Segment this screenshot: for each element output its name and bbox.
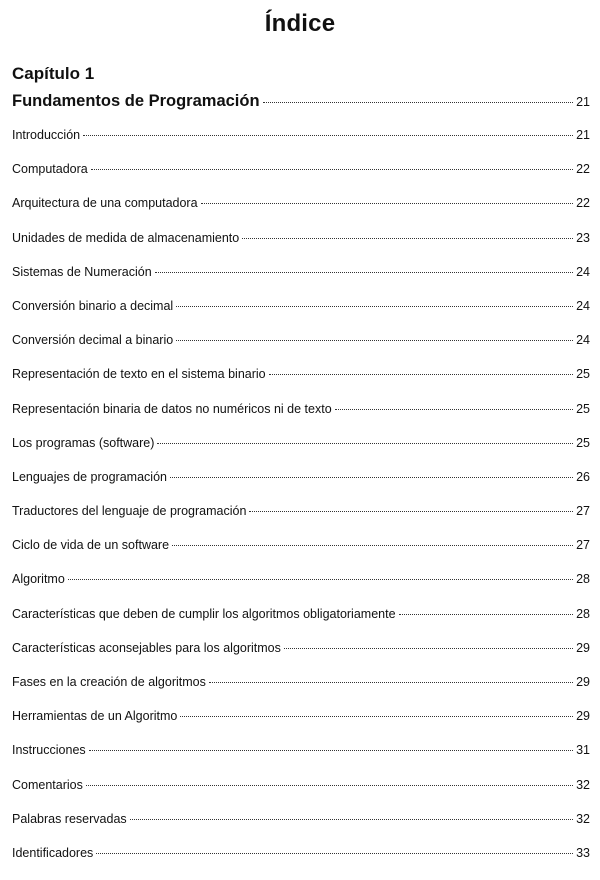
toc-entry-page: 29 — [576, 709, 590, 724]
dot-leader — [284, 648, 573, 649]
toc-entry-label: Conversión binario a decimal — [12, 298, 174, 313]
toc-entry-page: 26 — [576, 469, 590, 484]
toc-entry-page: 28 — [576, 572, 590, 587]
toc-entry[interactable] — [12, 436, 590, 470]
toc-entry[interactable] — [12, 812, 590, 846]
toc-entry-label: Algoritmo — [12, 572, 65, 587]
toc-entry-page: 25 — [576, 367, 590, 382]
toc-entry[interactable] — [12, 128, 590, 162]
toc-entry[interactable] — [12, 265, 590, 299]
dot-leader — [209, 682, 573, 683]
toc-entry-label: Herramientas de un Algoritmo — [12, 709, 178, 724]
toc-entry-label: Representación binaria de datos no numéricos ni de texto — [12, 401, 332, 416]
dot-leader — [180, 716, 573, 717]
toc-entry-label: Instrucciones — [12, 743, 86, 758]
toc-entry-label: Características aconsejables para los algoritmos — [12, 640, 281, 655]
toc-entry-label: Unidades de medida de almacenamiento — [12, 230, 240, 245]
dot-leader — [399, 614, 574, 615]
dot-leader — [170, 477, 573, 478]
toc-entry[interactable] — [12, 504, 590, 538]
toc-entry-page: 31 — [576, 743, 590, 758]
dot-leader — [96, 853, 573, 854]
toc-entry[interactable] — [12, 162, 590, 196]
dot-leader — [176, 306, 573, 307]
dot-leader — [335, 409, 573, 410]
toc-entry[interactable] — [12, 641, 590, 675]
toc-entry-label: Traductores del lenguaje de programación — [12, 504, 247, 519]
toc-entry-label: Introducción — [12, 128, 81, 142]
dot-leader — [269, 374, 573, 375]
toc-entry-label: Sistemas de Numeración — [12, 264, 152, 279]
toc-entry[interactable] — [12, 333, 590, 367]
toc-entry-page: 25 — [576, 435, 590, 450]
toc-entry-label: Identificadores — [12, 845, 94, 860]
toc-entry[interactable] — [12, 778, 590, 812]
dot-leader — [155, 272, 573, 273]
toc-entry-page: 27 — [576, 504, 590, 519]
toc-entry-page: 33 — [576, 845, 590, 860]
toc-entry-label: Computadora — [12, 162, 88, 177]
toc-entry-page: 28 — [576, 606, 590, 621]
toc-entry[interactable] — [12, 709, 590, 743]
toc-entry-label: Fundamentos de Programación — [12, 92, 260, 110]
dot-leader — [263, 102, 574, 103]
toc-entry-label: Representación de texto en el sistema binario — [12, 367, 266, 382]
toc-entry-label: Palabras reservadas — [12, 811, 127, 826]
toc-entry[interactable] — [12, 196, 590, 230]
dot-leader — [83, 135, 573, 136]
dot-leader — [68, 579, 573, 580]
toc-entry-page: 22 — [576, 196, 590, 211]
dot-leader — [249, 511, 573, 512]
toc-entry-label: Lenguajes de programación — [12, 469, 167, 484]
toc-entry[interactable] — [12, 743, 590, 777]
toc-entry-label: Ciclo de vida de un software — [12, 538, 170, 553]
toc-entry-page: 25 — [576, 401, 590, 416]
toc-entry[interactable] — [12, 367, 590, 401]
toc-entry[interactable] — [12, 402, 590, 436]
dot-leader — [242, 238, 573, 239]
toc-entry-label: Características que deben de cumplir los algoritmos obligatoriamente — [12, 606, 396, 621]
dot-leader — [157, 443, 573, 444]
toc-entry[interactable] — [12, 675, 590, 709]
toc-entry-page: 21 — [576, 95, 590, 109]
toc-entry[interactable] — [12, 470, 590, 504]
toc-entry[interactable] — [12, 231, 590, 265]
toc-entry-page: 24 — [576, 298, 590, 313]
toc-entry-page: 32 — [576, 811, 590, 826]
toc-entry[interactable] — [12, 299, 590, 333]
dot-leader — [172, 545, 573, 546]
table-of-contents — [12, 92, 590, 880]
toc-entry-label: Comentarios — [12, 777, 83, 792]
toc-entry-label: Los programas (software) — [12, 435, 155, 450]
dot-leader — [89, 750, 573, 751]
toc-main-entry[interactable] — [12, 92, 590, 128]
toc-entry-page: 32 — [576, 777, 590, 792]
toc-entry-label: Conversión decimal a binario — [12, 333, 174, 348]
toc-entry-page: 29 — [576, 675, 590, 689]
toc-entry[interactable] — [12, 572, 590, 606]
dot-leader — [130, 819, 573, 820]
toc-entry-page: 23 — [576, 230, 590, 245]
toc-entry-label: Arquitectura de una computadora — [12, 196, 198, 211]
toc-entry[interactable] — [12, 538, 590, 572]
chapter-heading: Capítulo 1 — [12, 64, 95, 83]
toc-entry-page: 24 — [576, 264, 590, 279]
page-title: Índice — [264, 10, 336, 37]
toc-entry[interactable] — [12, 607, 590, 641]
toc-entry-label: Fases en la creación de algoritmos — [12, 675, 206, 689]
toc-entry-page: 21 — [576, 128, 590, 142]
toc-entry-page: 22 — [576, 162, 590, 177]
dot-leader — [86, 785, 573, 786]
dot-leader — [91, 169, 573, 170]
dot-leader — [176, 340, 573, 341]
toc-entry-page: 27 — [576, 538, 590, 553]
dot-leader — [201, 203, 574, 204]
toc-entry-page: 29 — [576, 640, 590, 655]
toc-entry-page: 24 — [576, 333, 590, 348]
